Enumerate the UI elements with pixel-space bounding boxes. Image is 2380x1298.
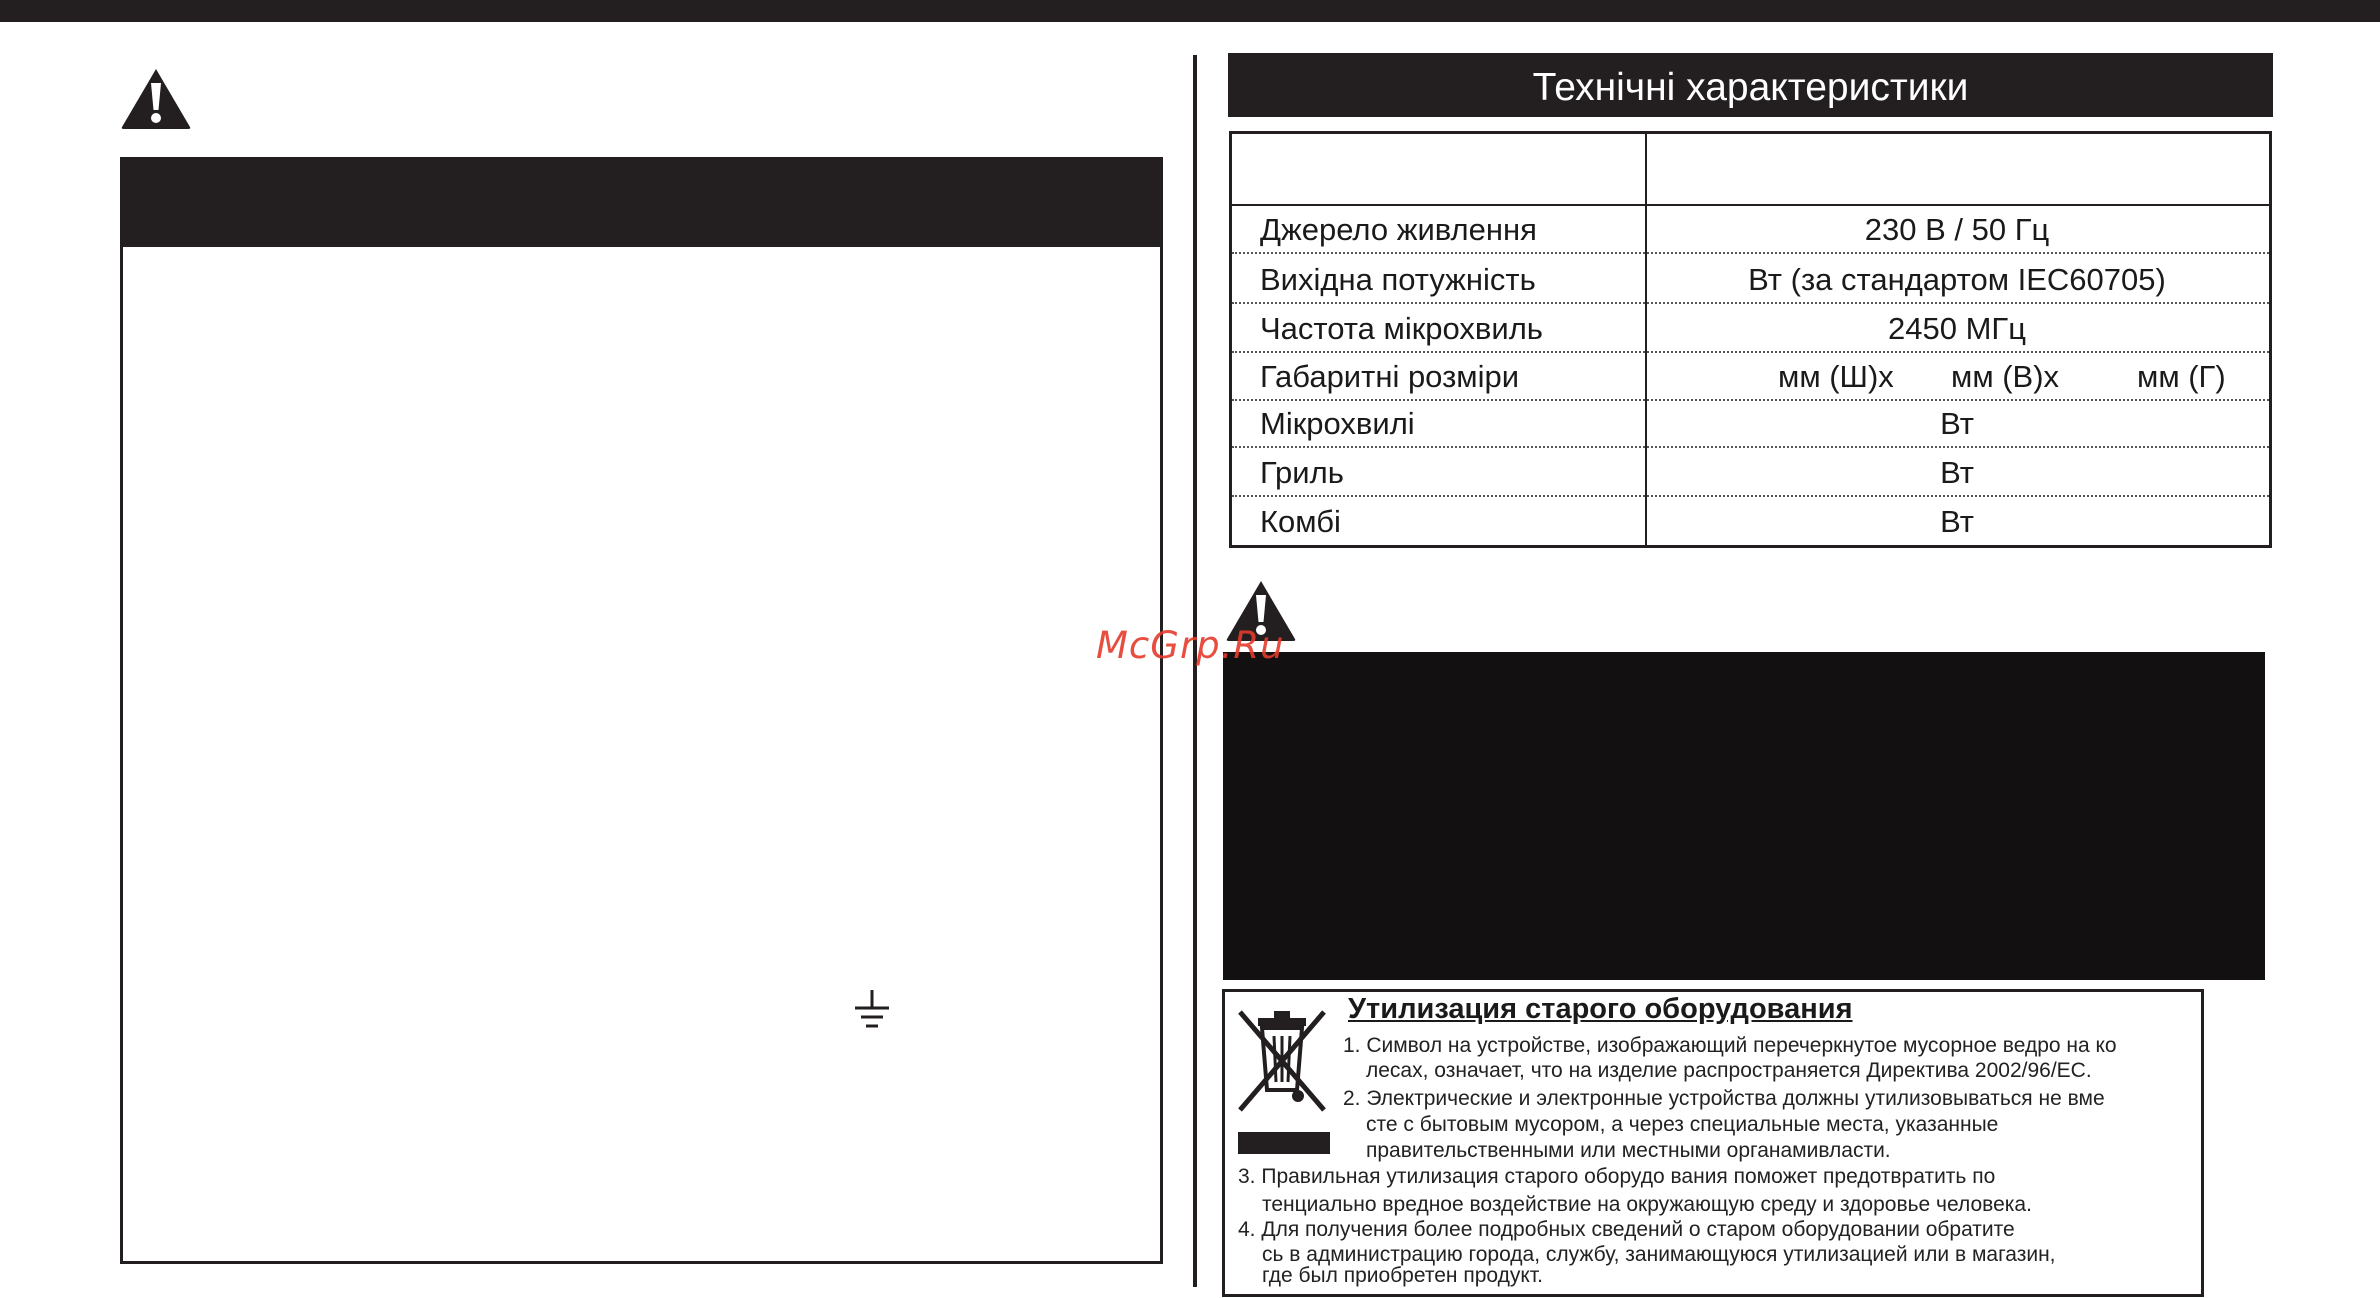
specs-row-label: Мікрохвилі (1260, 406, 1415, 441)
bin-underline-bar (1238, 1132, 1330, 1154)
warning-content-block (1223, 652, 2265, 980)
specs-row-value: 230 В / 50 Гц (1864, 212, 2050, 247)
disposal-text-line: сь в администрацию города, службу, занимающуюся утилизацией или в магазин, (1262, 1243, 2056, 1266)
specs-row (1232, 449, 2269, 497)
left-content-frame (120, 157, 1163, 1264)
disposal-text-line: где был приобретен продукт. (1262, 1264, 1543, 1287)
specs-row-label: Гриль (1260, 455, 1344, 490)
watermark: McGrp.Ru (1096, 624, 1285, 667)
specs-row-label: Вихідна потужність (1260, 262, 1536, 297)
disposal-title: Утилизация старого оборудования (1348, 993, 1853, 1025)
specs-row (1232, 498, 2269, 546)
disposal-text-line: сте с бытовым мусором, а через специальные места, указанные (1366, 1113, 1999, 1136)
specs-row-value: Вт (за стандартом IEC60705) (1748, 262, 2166, 297)
dimension-depth: мм (Г) (2137, 359, 2226, 394)
left-section-header (120, 157, 1163, 247)
disposal-text-line: 4. Для получения более подробных сведений о старом оборудовании обратите (1238, 1218, 2015, 1241)
specs-row (1232, 206, 2269, 254)
specs-row (1232, 305, 2269, 353)
dimension-width: мм (Ш)х (1778, 359, 1894, 394)
disposal-text-line: 2. Электрические и электронные устройства должны утилизовываться не вме (1343, 1087, 2105, 1110)
ground-symbol-icon (852, 988, 892, 1030)
dimension-height: мм (В)х (1951, 359, 2060, 394)
disposal-text-line: правительственными или местными органамивласти. (1366, 1139, 1891, 1162)
disposal-text-line: тенциально вредное воздействие на окружающую среду и здоровье человека. (1262, 1193, 2032, 1216)
specs-title: Технічні характеристики (1228, 53, 2273, 117)
disposal-text-line: 3. Правильная утилизация старого оборудо вания поможет предотвратить по (1238, 1165, 1996, 1188)
specs-row-label: Габаритні розміри (1260, 359, 1520, 394)
disposal-text-line: 1. Символ на устройстве, изображающий перечеркнутое мусорное ведро на ко (1343, 1034, 2117, 1057)
specs-row-label: Комбі (1260, 504, 1341, 539)
specs-row (1232, 400, 2269, 448)
specs-row-value: Вт (1940, 455, 1974, 490)
specs-row-value: 2450 МГц (1888, 311, 2026, 346)
column-divider (1193, 55, 1197, 1287)
specs-row-label: Частота мікрохвиль (1260, 311, 1543, 346)
specs-row-label: Джерело живлення (1260, 212, 1537, 247)
specs-row (1232, 353, 2269, 401)
specs-row-value: Вт (1940, 406, 1974, 441)
specs-row-value: Вт (1940, 504, 1974, 539)
disposal-text-line: лесах, означает, что на изделие распространяется Директива 2002/96/ЕС. (1366, 1059, 2092, 1082)
top-bar (0, 0, 2380, 22)
warning-triangle-icon (120, 66, 192, 130)
specs-row (1232, 256, 2269, 304)
crossed-out-wheelie-bin-icon (1232, 1002, 1332, 1114)
